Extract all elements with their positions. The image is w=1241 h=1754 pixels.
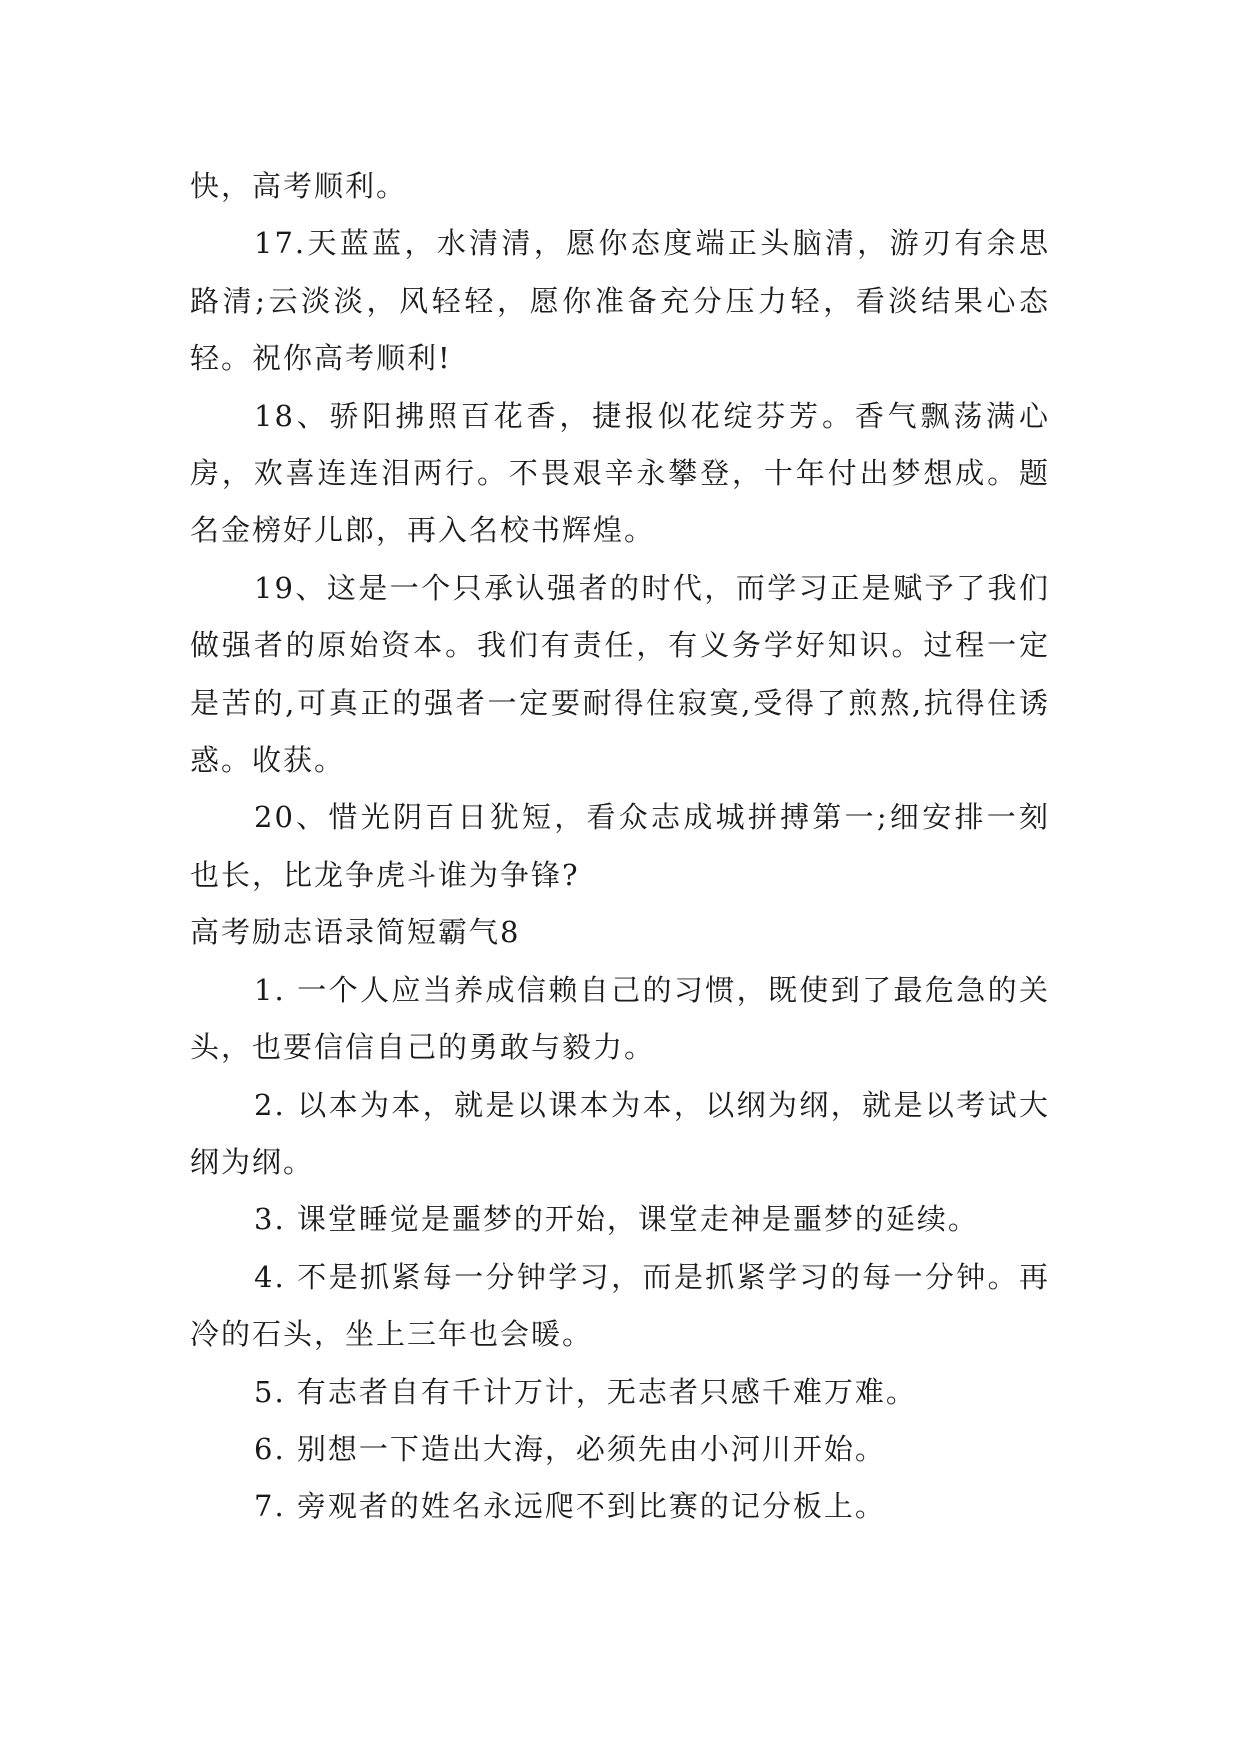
paragraph-item-5: 5. 有志者自有千计万计，无志者只感千难万难。 bbox=[254, 1374, 917, 1409]
paragraph-19: 19、这是一个只承认强者的时代，而学习正是赋予了我们做强者的原始资本。我们有责任，有义务学好知识。过程一定是苦的,可真正的强者一定要耐得住寂寞,受得了煎熬,抗得住诱惑。收获。 bbox=[190, 570, 1050, 778]
paragraph-item-1: 1. 一个人应当养成信赖自己的习惯，既使到了最危急的关头，也要信信自己的勇敢与毅力。 bbox=[190, 972, 1050, 1065]
paragraph-item-6: 6. 别想一下造出大海，必须先由小河川开始。 bbox=[254, 1431, 886, 1466]
paragraph-item-7: 7. 旁观者的姓名永远爬不到比赛的记分板上。 bbox=[254, 1489, 886, 1524]
paragraph-20: 20、惜光阴百日犹短，看众志成城拼搏第一;细安排一刻也长，比龙争虎斗谁为争锋? bbox=[190, 800, 1050, 892]
paragraph-17: 17.天蓝蓝，水清清，愿你态度端正头脑清，游刃有余思路清;云淡淡，风轻轻，愿你准备充分压力轻，看淡结果心态轻。祝你高考顺利! bbox=[190, 226, 1050, 376]
paragraph-continuation: 快，高考顺利。 bbox=[190, 169, 408, 203]
document-body bbox=[190, 158, 1050, 1536]
paragraph-item-3: 3. 课堂睡觉是噩梦的开始，课堂走神是噩梦的延续。 bbox=[254, 1202, 979, 1237]
paragraph-item-2: 2. 以本为本，就是以课本为本，以纲为纲，就是以考试大纲为纲。 bbox=[190, 1087, 1050, 1179]
section-heading: 高考励志语录简短霸气8 bbox=[190, 915, 521, 950]
paragraph-18: 18、骄阳拂照百花香，捷报似花绽芬芳。香气飘荡满心房，欢喜连连泪两行。不畏艰辛永攀登，十年付出梦想成。题名金榜好儿郎，再入名校书辉煌。 bbox=[190, 398, 1050, 548]
paragraph-item-4: 4. 不是抓紧每一分钟学习，而是抓紧学习的每一分钟。再冷的石头，坐上三年也会暖。 bbox=[190, 1259, 1050, 1352]
